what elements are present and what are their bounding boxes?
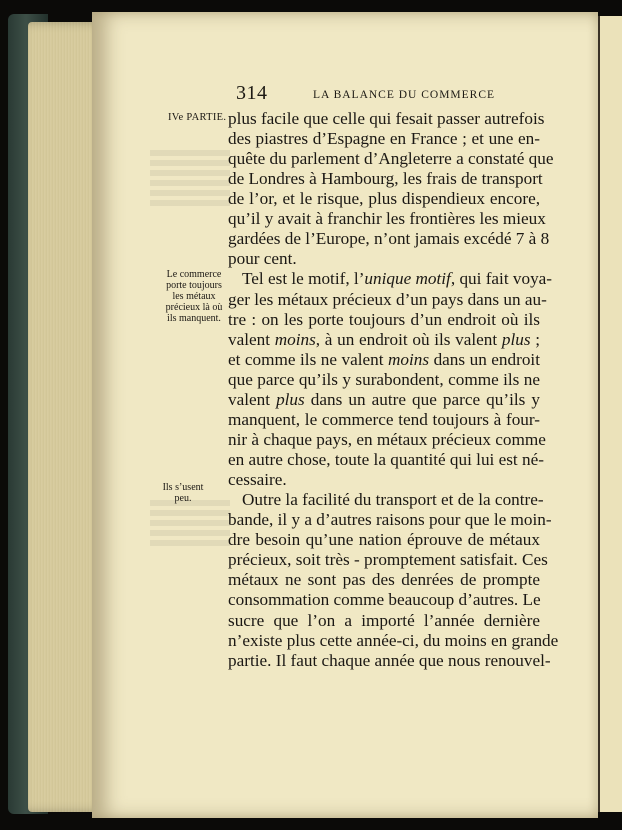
margin-note-line: ils manquent. (167, 313, 221, 324)
margin-note-line: Ils s’usent (162, 482, 204, 493)
page-number: 314 (236, 82, 268, 104)
text-line (228, 611, 540, 631)
text-run: tre : on les porte toujours d’un endroit où ils (228, 309, 540, 329)
text-run: et comme ils ne valent (228, 349, 388, 369)
text-line (228, 370, 540, 390)
text-run: de l’or, et le risque, plus dispendieux encore, (228, 189, 540, 209)
italic-emphasis: moins (274, 329, 316, 349)
text-line (228, 390, 540, 410)
facing-page-edge (598, 16, 622, 812)
text-line (228, 209, 546, 229)
text-run: dans un endroit (429, 349, 540, 369)
text-line (228, 330, 540, 350)
text-line (228, 129, 540, 149)
text-line (228, 249, 540, 269)
text-run: des piastres d’Espagne en France ; et une en- (228, 129, 540, 149)
text-line (228, 189, 540, 209)
text-run: consommation comme beaucoup d’autres. Le (228, 590, 541, 610)
bleed-through-shadow (150, 150, 230, 210)
text-line (228, 450, 544, 470)
text-line (228, 429, 546, 450)
text-run: qu’il y avait à franchir les frontières les mieux (228, 209, 546, 229)
text-run: ; (530, 329, 541, 349)
text-run: ger les métaux précieux d’un pays dans un au- (228, 289, 547, 309)
margin-note-line: les métaux (172, 291, 216, 302)
text-line (228, 410, 540, 430)
margin-note (153, 269, 235, 324)
text-run: dans un autre que parce qu’ils y (304, 389, 540, 409)
text-line (228, 510, 552, 530)
italic-emphasis: plus (276, 389, 305, 409)
text-line (228, 650, 551, 671)
text-run: , à un endroit où ils valent (315, 329, 502, 349)
text-line (228, 530, 540, 550)
text-line (228, 109, 545, 129)
text-run: n’existe plus cette année-ci, du moins en grande (228, 630, 559, 650)
text-line (228, 169, 543, 189)
text-line (228, 470, 540, 490)
part-label: IVe PARTIE. (168, 112, 227, 123)
margin-note-line: Le commerce (166, 269, 222, 280)
text-run: nir à chaque pays, en métaux précieux comme (228, 429, 546, 449)
text-run: sucre que l’on a importé l’année dernière (228, 610, 540, 630)
text-run: quête du parlement d’Angleterre a constaté que (228, 149, 554, 169)
text-line (228, 229, 550, 249)
running-title: LA BALANCE DU COMMERCE (313, 89, 496, 101)
text-run: métaux ne sont pas des denrées de prompte (228, 570, 540, 590)
text-run: pour cent. (228, 249, 297, 269)
text-line (228, 570, 540, 590)
margin-note-line: peu. (174, 493, 192, 504)
text-run: gardées de l’Europe, n’ont jamais excédé 7 à 8 (228, 229, 550, 249)
margin-note (142, 482, 224, 504)
text-run: cessaire. (228, 470, 287, 490)
text-line (228, 149, 554, 169)
text-line (228, 550, 548, 570)
text-run: valent (228, 389, 277, 409)
text-run: Tel est le motif, l’ (242, 269, 365, 289)
text-run: plus facile que celle qui fesait passer autrefois (228, 109, 545, 128)
text-run: précieux, soit très - promptement satisfait. Ces (228, 550, 548, 570)
text-run: Outre la facilité du transport et de la contre- (242, 490, 544, 510)
text-line (228, 289, 547, 310)
text-line (228, 350, 540, 370)
text-run: valent (228, 329, 275, 349)
text-line (228, 630, 559, 651)
text-line (242, 490, 544, 510)
italic-emphasis: plus (501, 329, 531, 349)
text-line (242, 269, 553, 289)
text-run: manquent, le commerce tend toujours à four- (228, 409, 540, 429)
text-line (228, 310, 540, 330)
bleed-through-shadow (150, 500, 230, 550)
text-run: bande, il y a d’autres raisons pour que le moin- (228, 510, 552, 530)
text-run: que parce qu’ils y surabondent, comme ils ne (228, 369, 540, 389)
text-run: dre besoin qu’une nation éprouve de métaux (228, 530, 540, 550)
text-line (228, 590, 540, 610)
margin-note-line: porte toujours (166, 280, 222, 291)
text-run: partie. Il faut chaque année que nous renouvel- (228, 650, 551, 670)
italic-emphasis: unique motif (364, 269, 451, 289)
text-run: de Londres à Hambourg, les frais de transport (228, 169, 543, 189)
italic-emphasis: moins (388, 349, 430, 369)
running-head (236, 82, 526, 106)
margin-note-line: précieux là où (165, 302, 223, 313)
text-run: en autre chose, toute la quantité qui lui est né- (228, 450, 544, 470)
text-run: , qui fait voya- (450, 269, 553, 289)
